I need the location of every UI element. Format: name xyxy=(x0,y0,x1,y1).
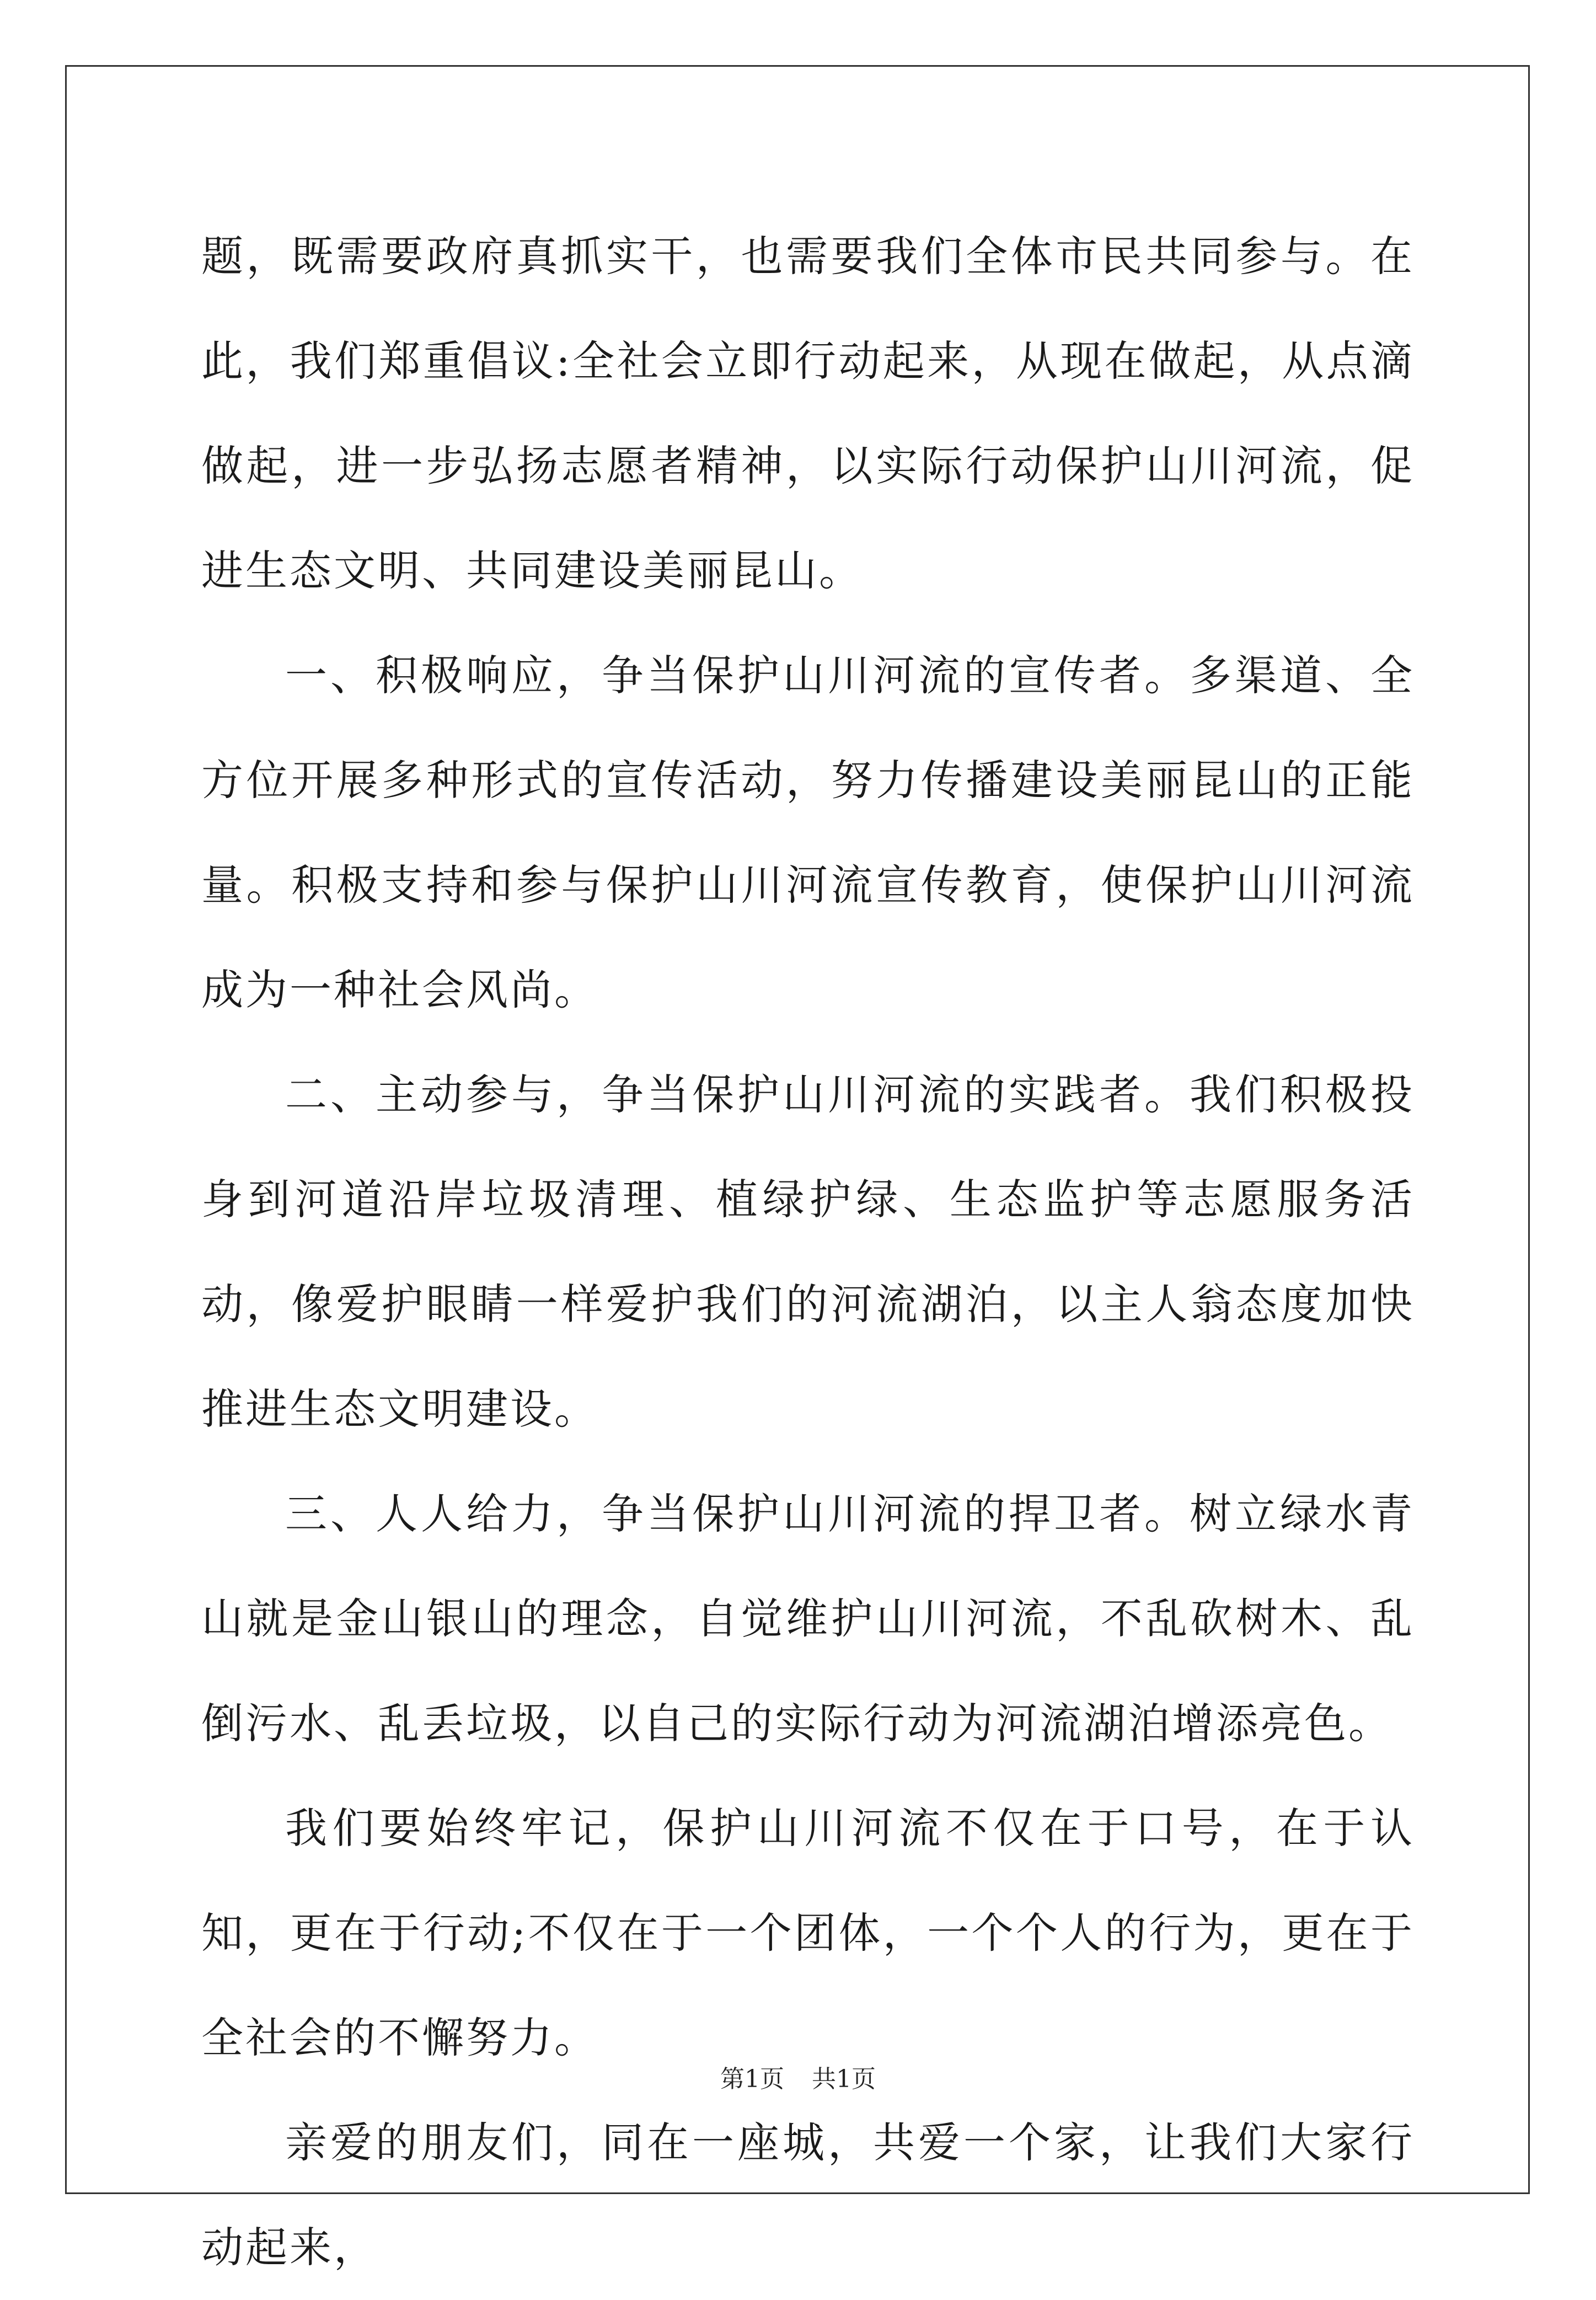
paragraph-3: 二、主动参与，争当保护山川河流的实践者。我们积极投身到河道沿岸垃圾清理、植绿护绿、生态监护等志愿服务活动，像爱护眼睛一样爱护我们的河流湖泊，以主人翁态度加快推进生态文明建设。 xyxy=(201,1070,1415,1434)
document-body xyxy=(201,204,1415,2300)
page-number-current: 第1页 xyxy=(720,2065,784,2093)
page-number-total: 共1页 xyxy=(812,2065,876,2093)
paragraph-1: 题，既需要政府真抓实干，也需要我们全体市民共同参与。在此，我们郑重倡议:全社会立即行动起来，从现在做起，从点滴做起，进一步弘扬志愿者精神，以实际行动保护山川河流，促进生态文明、共同建设美丽昆山。 xyxy=(201,232,1415,595)
paragraph-6: 亲爱的朋友们，同在一座城，共爱一个家，让我们大家行动起来， xyxy=(201,2118,1415,2272)
page-footer xyxy=(0,2063,1596,2096)
paragraph-5: 我们要始终牢记，保护山川河流不仅在于口号，在于认知，更在于行动;不仅在于一个团体，一个个人的行为，更在于全社会的不懈努力。 xyxy=(201,1804,1415,2062)
paragraph-2: 一、积极响应，争当保护山川河流的宣传者。多渠道、全方位开展多种形式的宣传活动，努力传播建设美丽昆山的正能量。积极支持和参与保护山川河流宣传教育，使保护山川河流成为一种社会风尚。 xyxy=(201,651,1415,1014)
paragraph-4: 三、人人给力，争当保护山川河流的捍卫者。树立绿水青山就是金山银山的理念，自觉维护山川河流，不乱砍树木、乱倒污水、乱丢垃圾，以自己的实际行动为河流湖泊增添亮色。 xyxy=(201,1489,1415,1748)
